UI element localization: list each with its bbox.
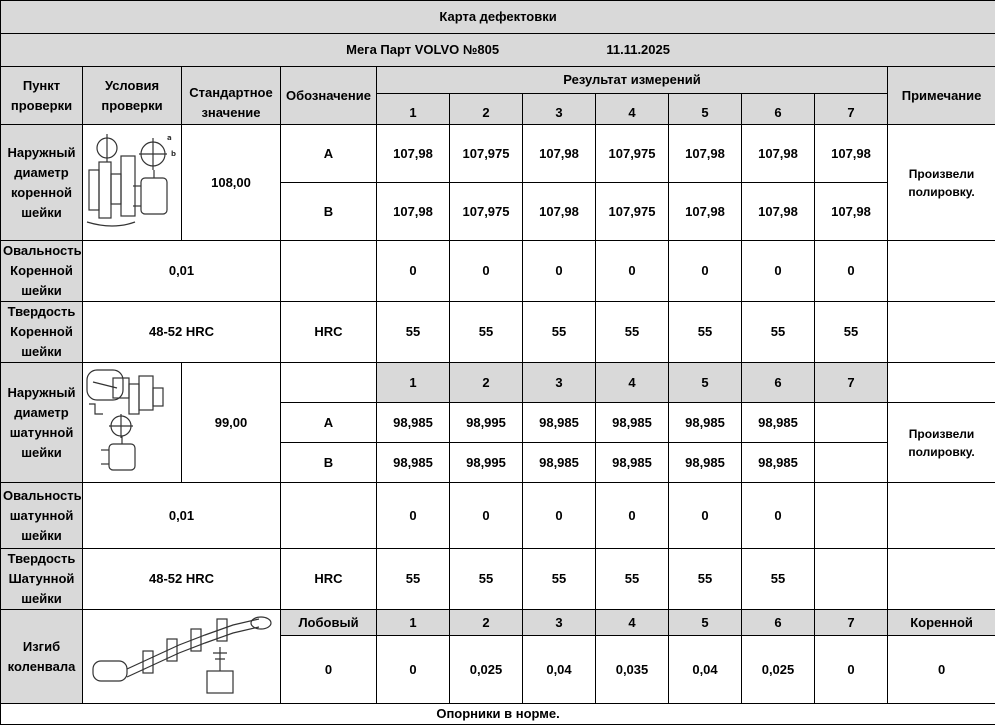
value-cell: 55 <box>742 302 815 363</box>
value-cell: 55 <box>377 549 450 610</box>
header-num: 1 <box>377 94 450 125</box>
card-date: 11.11.2025 <box>606 42 670 57</box>
value-cell: 98,985 <box>377 443 450 483</box>
crankpin-journal-drawing-icon <box>83 363 182 483</box>
value-cell: 0 <box>596 241 669 302</box>
card-subtitle <box>1 34 995 67</box>
bend-note-value: 0 <box>888 636 995 704</box>
value-cell: 107,98 <box>669 125 742 183</box>
rod-ovality-standard: 0,01 <box>83 483 281 549</box>
header-num: 7 <box>815 94 888 125</box>
note-empty <box>888 302 995 363</box>
value-cell: 55 <box>815 302 888 363</box>
value-cell <box>815 443 888 483</box>
bend-num: 6 <box>742 610 815 636</box>
value-cell: 0 <box>742 241 815 302</box>
value-cell: 98,985 <box>523 443 596 483</box>
designation-b: B <box>281 183 377 241</box>
value-cell: 98,985 <box>742 443 815 483</box>
value-cell: 0 <box>669 483 742 549</box>
rod-num: 4 <box>596 363 669 403</box>
value-cell: 55 <box>596 302 669 363</box>
value-cell: 107,98 <box>742 125 815 183</box>
value-cell: 0,035 <box>596 636 669 704</box>
value-cell: 55 <box>523 302 596 363</box>
main-ovality-standard: 0,01 <box>83 241 281 302</box>
value-cell: 107,98 <box>523 125 596 183</box>
designation-b: B <box>281 443 377 483</box>
value-cell: 0 <box>377 636 450 704</box>
rod-diameter-note: Произвели полировку. <box>888 403 995 483</box>
bend-num: 3 <box>523 610 596 636</box>
value-cell: 107,98 <box>815 183 888 241</box>
main-hardness-label: Твердость Коренной шейки <box>1 302 83 363</box>
value-cell: 0 <box>742 483 815 549</box>
header-conditions: Условия проверки <box>83 67 182 125</box>
value-cell <box>815 403 888 443</box>
crankshaft-bend-drawing-icon <box>83 610 281 704</box>
header-designation: Обозначение <box>281 67 377 125</box>
value-cell: 107,975 <box>450 183 523 241</box>
value-cell: 0 <box>377 241 450 302</box>
rod-num: 3 <box>523 363 596 403</box>
rod-hardness-label: Твердость Шатунной шейки <box>1 549 83 610</box>
rod-hardness-standard: 48-52 HRC <box>83 549 281 610</box>
svg-text:a: a <box>167 134 172 142</box>
footer-note: Опорники в норме. <box>1 704 995 725</box>
note-empty <box>888 483 995 549</box>
value-cell: 98,985 <box>669 403 742 443</box>
bend-num: 4 <box>596 610 669 636</box>
note-empty <box>888 363 995 403</box>
value-cell: 107,975 <box>596 183 669 241</box>
rod-num: 2 <box>450 363 523 403</box>
value-cell: 55 <box>669 302 742 363</box>
designation-empty <box>281 363 377 403</box>
value-cell: 107,975 <box>596 125 669 183</box>
header-num: 6 <box>742 94 815 125</box>
value-cell: 55 <box>450 549 523 610</box>
crankshaft-journal-drawing-icon <box>83 125 182 241</box>
value-cell: 98,985 <box>742 403 815 443</box>
rod-num: 1 <box>377 363 450 403</box>
main-ovality-label: Овальность Коренной шейки <box>1 241 83 302</box>
header-note: Примечание <box>888 67 995 125</box>
value-cell: 107,98 <box>377 125 450 183</box>
bend-num: 7 <box>815 610 888 636</box>
note-empty <box>888 549 995 610</box>
bend-head-designation: Лобовый <box>281 610 377 636</box>
value-cell: 98,985 <box>523 403 596 443</box>
value-cell: 55 <box>523 549 596 610</box>
value-cell: 55 <box>669 549 742 610</box>
rod-num: 6 <box>742 363 815 403</box>
header-item: Пункт проверки <box>1 67 83 125</box>
bend-label: Изгиб коленвала <box>1 610 83 704</box>
value-cell: 0 <box>815 636 888 704</box>
bend-num: 1 <box>377 610 450 636</box>
value-cell: 0 <box>450 241 523 302</box>
value-cell: 0 <box>596 483 669 549</box>
value-cell: 0,025 <box>742 636 815 704</box>
main-diameter-label: Наружный диаметр коренной шейки <box>1 125 83 241</box>
value-cell: 98,985 <box>596 403 669 443</box>
main-hardness-standard: 48-52 HRC <box>83 302 281 363</box>
value-cell: 107,98 <box>815 125 888 183</box>
value-cell: 0 <box>450 483 523 549</box>
svg-text:b: b <box>171 150 176 158</box>
designation-empty <box>281 241 377 302</box>
value-cell: 107,975 <box>450 125 523 183</box>
value-cell: 98,985 <box>669 443 742 483</box>
main-diameter-standard: 108,00 <box>182 125 281 241</box>
rod-hardness-designation: HRC <box>281 549 377 610</box>
value-cell: 0 <box>523 241 596 302</box>
value-cell: 55 <box>377 302 450 363</box>
subtitle-text: Мега Парт VOLVO №805 <box>346 42 499 57</box>
value-cell: 0,04 <box>669 636 742 704</box>
value-cell: 107,98 <box>377 183 450 241</box>
bend-num: 5 <box>669 610 742 636</box>
header-results: Результат измерений <box>377 67 888 94</box>
value-cell: 107,98 <box>523 183 596 241</box>
designation-empty <box>281 483 377 549</box>
main-diameter-note: Произвели полировку. <box>888 125 995 241</box>
value-cell: 55 <box>596 549 669 610</box>
bend-head-note: Коренной <box>888 610 995 636</box>
value-cell: 98,995 <box>450 403 523 443</box>
value-cell: 0,025 <box>450 636 523 704</box>
designation-a: A <box>281 403 377 443</box>
value-cell: 98,995 <box>450 443 523 483</box>
header-num: 2 <box>450 94 523 125</box>
header-num: 5 <box>669 94 742 125</box>
value-cell: 55 <box>742 549 815 610</box>
header-standard: Стандартное значение <box>182 67 281 125</box>
value-cell: 98,985 <box>596 443 669 483</box>
header-num: 4 <box>596 94 669 125</box>
value-cell: 0 <box>815 241 888 302</box>
value-cell: 0 <box>377 483 450 549</box>
note-empty <box>888 241 995 302</box>
value-cell: 98,985 <box>377 403 450 443</box>
rod-diameter-standard: 99,00 <box>182 363 281 483</box>
value-cell: 0,04 <box>523 636 596 704</box>
value-cell: 0 <box>669 241 742 302</box>
header-num: 3 <box>523 94 596 125</box>
rod-num: 5 <box>669 363 742 403</box>
value-cell <box>815 483 888 549</box>
value-cell: 107,98 <box>742 183 815 241</box>
rod-diameter-label: Наружный диаметр шатунной шейки <box>1 363 83 483</box>
card-title: Карта дефектовки <box>1 1 995 34</box>
rod-num: 7 <box>815 363 888 403</box>
value-cell: 107,98 <box>669 183 742 241</box>
bend-num: 2 <box>450 610 523 636</box>
designation-a: A <box>281 125 377 183</box>
rod-ovality-label: Овальность шатунной шейки <box>1 483 83 549</box>
value-cell: 55 <box>450 302 523 363</box>
value-cell <box>815 549 888 610</box>
bend-designation-value: 0 <box>281 636 377 704</box>
value-cell: 0 <box>523 483 596 549</box>
main-hardness-designation: HRC <box>281 302 377 363</box>
